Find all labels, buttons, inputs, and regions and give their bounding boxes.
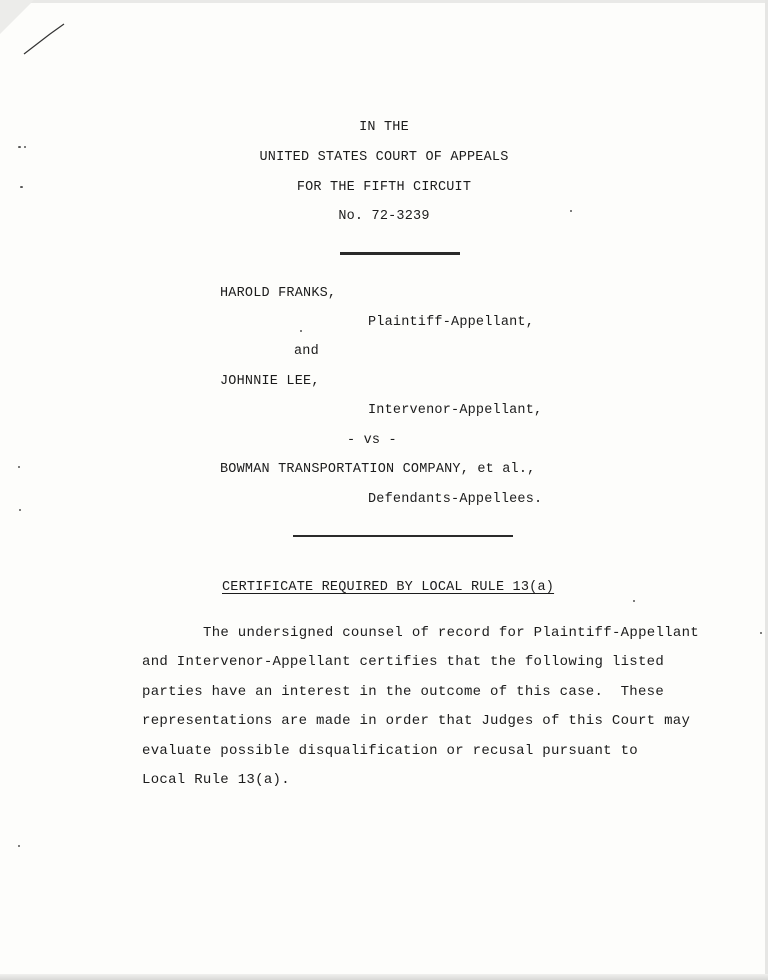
scan-speck: [19, 509, 21, 511]
scan-speck: [18, 146, 21, 148]
plaintiff-name: HAROLD FRANKS,: [220, 286, 337, 301]
paragraph-line-1: The undersigned counsel of record for Plaintiff-Appellant: [203, 625, 699, 641]
header-circuit: FOR THE FIFTH CIRCUIT: [296, 180, 472, 195]
scan-speck: [633, 600, 635, 602]
header-in-the: IN THE: [359, 120, 409, 135]
defendant-name: BOWMAN TRANSPORTATION COMPANY, et al.,: [220, 462, 536, 477]
scan-speck: [570, 210, 572, 212]
paragraph-line-6: Local Rule 13(a).: [142, 772, 290, 788]
intervenor-role: Intervenor-Appellant,: [368, 403, 543, 418]
paragraph-line-3: parties have an interest in the outcome of this case. These: [142, 684, 665, 700]
scan-speck: [20, 186, 23, 188]
plaintiff-role: Plaintiff-Appellant,: [368, 315, 535, 330]
scan-speck: [18, 845, 20, 847]
scan-speck: [760, 632, 762, 634]
certificate-heading: CERTIFICATE REQUIRED BY LOCAL RULE 13(a): [222, 580, 555, 595]
scan-speck: [300, 330, 302, 332]
intervenor-name: JOHNNIE LEE,: [220, 374, 320, 389]
page-top-edge: [0, 0, 768, 3]
page-bottom-edge: [0, 974, 768, 980]
party-conjunction: and: [294, 344, 319, 359]
versus-label: - vs -: [347, 433, 397, 448]
pen-mark-icon: [20, 20, 70, 60]
case-number: No. 72-3239: [338, 209, 430, 224]
paragraph-line-5: evaluate possible disqualification or recusal pursuant to: [142, 743, 638, 759]
header-court-name: UNITED STATES COURT OF APPEALS: [259, 150, 509, 165]
defendant-role: Defendants-Appellees.: [368, 492, 543, 507]
scan-speck: [24, 146, 26, 148]
paragraph-line-2: and Intervenor-Appellant certifies that the following listed: [142, 654, 665, 670]
scan-speck: [18, 466, 20, 468]
parties-divider: [293, 535, 513, 537]
header-divider: [340, 252, 460, 255]
paragraph-line-4: representations are made in order that Judges of this Court may: [142, 713, 691, 729]
